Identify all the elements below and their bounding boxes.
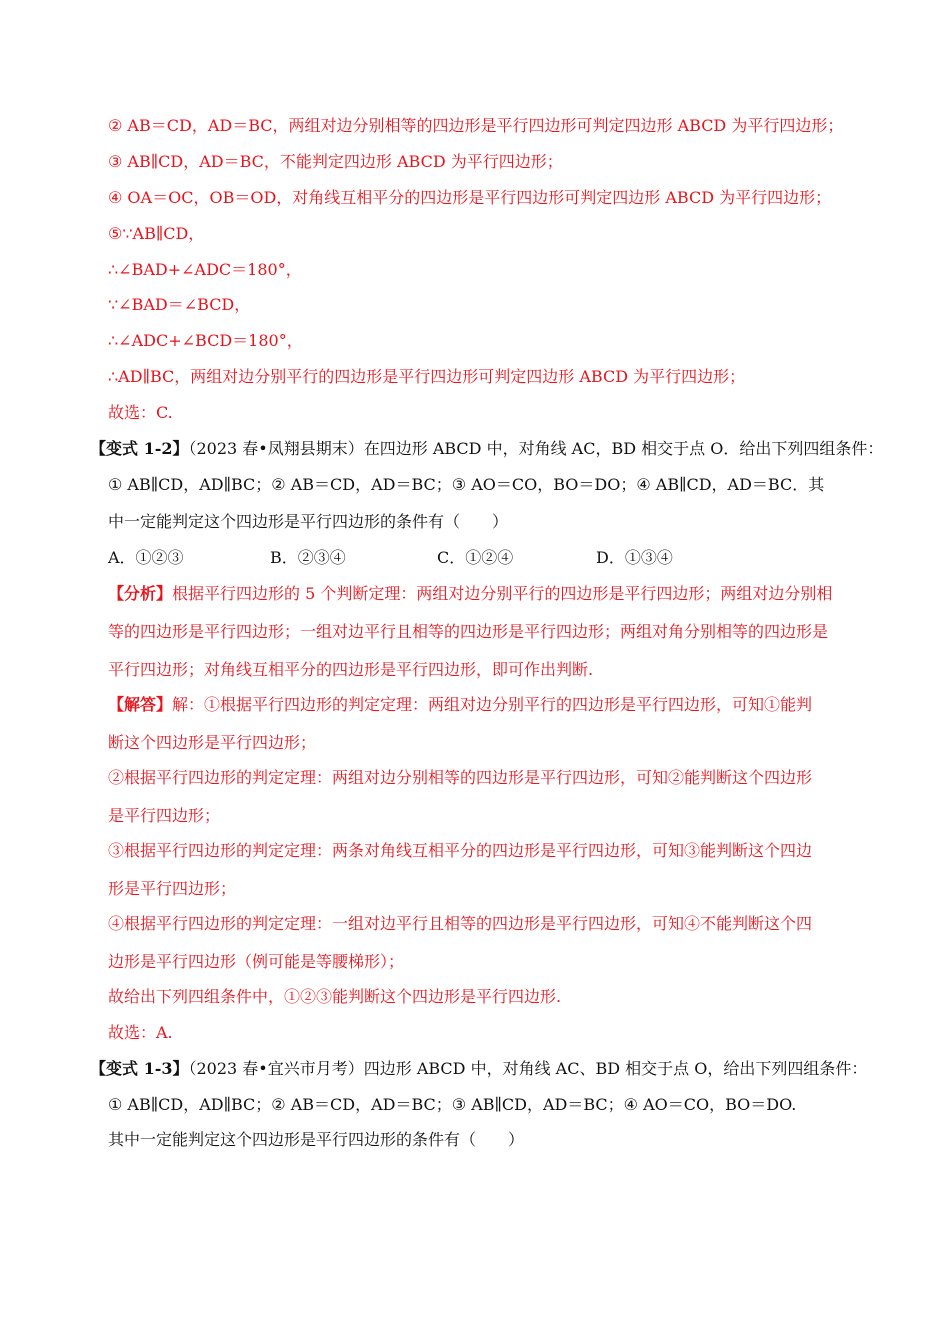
answer-line-2: 断这个四边形是平行四边形； [108,733,317,752]
variant-1-3-tag: 【变式 1-3】 [90,1059,189,1078]
analysis-line-3: 平行四边形；对角线互相平分的四边形是平行四边形，即可作出判断. [108,660,594,679]
answer-line-9: 故给出下列四组条件中，①②③能判断这个四边形是平行四边形. [108,987,562,1006]
solution-line-5: ⑤∵AB∥CD， [108,224,205,243]
solution-line-2: ② AB＝CD，AD＝BC，两组对边分别相等的四边形是平行四边形可判定四边形 ABCD 为平行四边形； [108,116,844,135]
option-a: A．①②③ [108,548,184,567]
analysis-text-1: 根据平行四边形的 5 个判断定理：两组对边分别平行的四边形是平行四边形；两组对边分别相 [172,584,833,603]
answer-line-5: ③根据平行四边形的判定定理：两条对角线互相平分的四边形是平行四边形，可知③能判断这个四边 [108,841,813,860]
answer-tag: 【解答】 [108,695,173,714]
variant-1-3-stem-line-1 [90,1058,867,1080]
variant-1-3-stem-text: （2023 春•宜兴市月考）四边形 ABCD 中，对角线 AC、BD 相交于点 O，给出下列四组条件： [188,1059,868,1078]
answer-line-4: 是平行四边形； [108,806,221,825]
variant-1-2-tag: 【变式 1-2】 [90,439,189,458]
answer-line-8: 边形是平行四边形（例可能是等腰梯形）； [108,952,405,971]
solution-line-4: ④ OA＝OC，OB＝OD，对角线互相平分的四边形是平行四边形可判定四边形 ABCD 为平行四边形； [108,188,832,207]
analysis-line-1 [108,583,832,605]
answer-line-1 [108,694,812,716]
answer-text-1: 解：①根据平行四边形的判定定理：两组对边分别平行的四边形是平行四边形，可知①能判 [172,695,813,714]
solution-line-9: ∴AD∥BC，两组对边分别平行的四边形是平行四边形可判定四边形 ABCD 为平行四边形； [108,367,746,386]
variant-1-2-stem-line-2: ① AB∥CD，AD∥BC；② AB＝CD，AD＝BC；③ AO＝CO，BO＝DO；④ AB∥CD，AD＝BC．其 [108,475,825,494]
variant-1-2-stem-text: （2023 春•凤翔县期末）在四边形 ABCD 中，对角线 AC，BD 相交于点 O．给出下列四组条件： [188,439,884,458]
variant-1-3-stem-line-3: 其中一定能判定这个四边形是平行四边形的条件有（ ） [108,1130,525,1149]
answer-line-7: ④根据平行四边形的判定定理：一组对边平行且相等的四边形是平行四边形，可知④不能判断这个四 [108,914,813,933]
answer-choice: 故选：A. [108,1023,173,1042]
variant-1-3-stem-line-2: ① AB∥CD，AD∥BC；② AB＝CD，AD＝BC；③ AB∥CD，AD＝BC；④ AO＝CO，BO＝DO. [108,1095,797,1114]
variant-1-2-stem-line-3: 中一定能判定这个四边形是平行四边形的条件有（ ） [108,512,509,531]
variant-1-2-stem-line-1 [90,438,883,460]
option-c: C．①②④ [437,548,514,567]
option-d: D．①③④ [596,548,673,567]
solution-line-3: ③ AB∥CD，AD＝BC，不能判定四边形 ABCD 为平行四边形； [108,152,563,171]
option-b: B．②③④ [270,548,346,567]
solution-choice: 故选：C. [108,403,173,422]
analysis-line-2: 等的四边形是平行四边形；一组对边平行且相等的四边形是平行四边形；两组对角分别相等的四边形是 [108,622,829,641]
solution-line-7: ∵∠BAD＝∠BCD， [108,295,251,314]
answer-line-6: 形是平行四边形； [108,879,237,898]
solution-line-6: ∴∠BAD+∠ADC＝180°， [108,260,302,279]
analysis-tag: 【分析】 [108,584,173,603]
answer-line-3: ②根据平行四边形的判定定理：两组对边分别相等的四边形是平行四边形，可知②能判断这个四边形 [108,768,813,787]
solution-line-8: ∴∠ADC+∠BCD＝180°， [108,331,303,350]
